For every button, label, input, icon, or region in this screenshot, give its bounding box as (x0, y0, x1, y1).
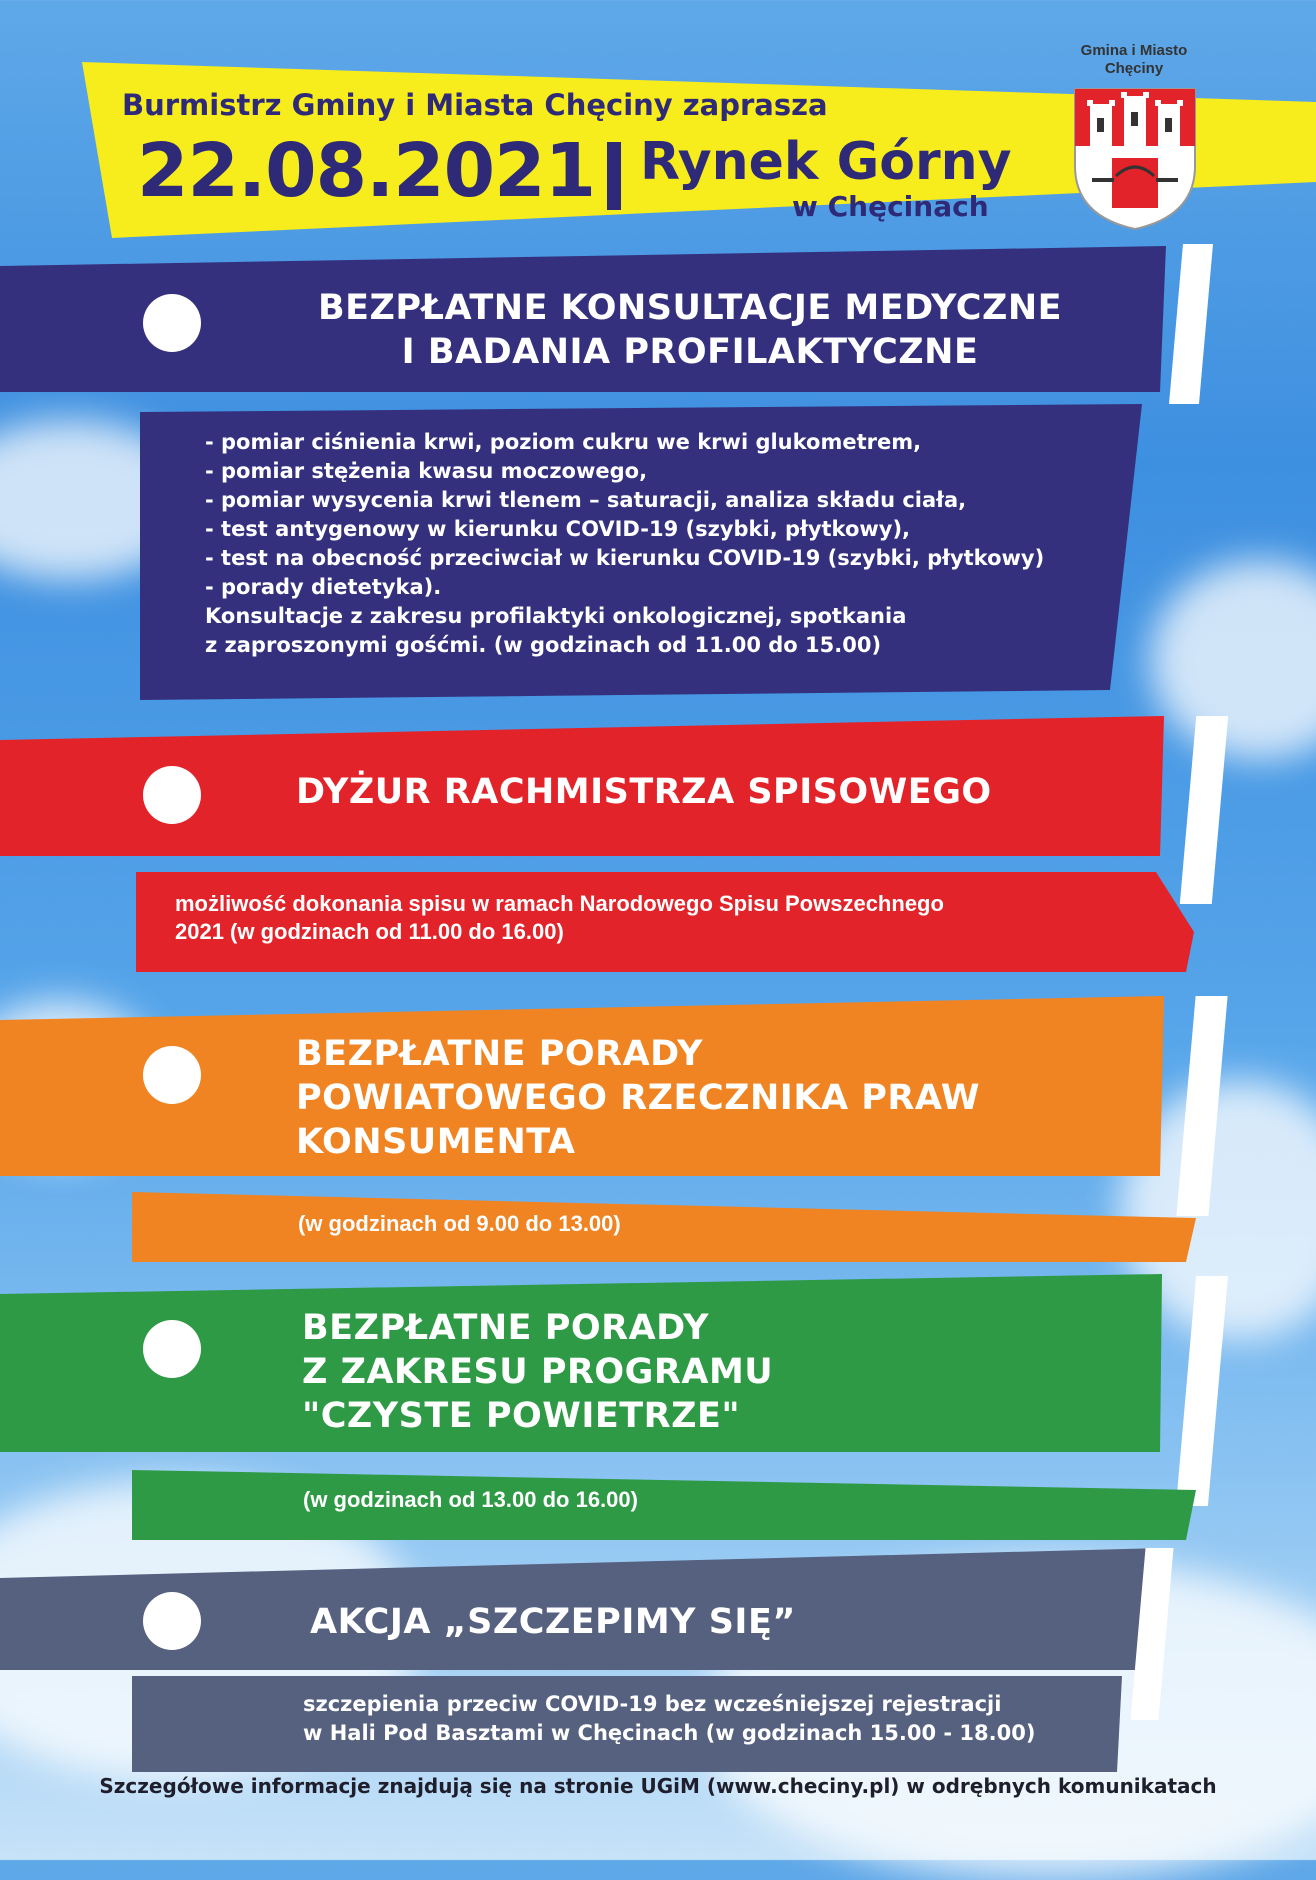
section-heading: BEZPŁATNE PORADY Z ZAKRESU PROGRAMU "CZYSTE POWIETRZE" (302, 1308, 774, 1436)
bullet-dot (143, 1046, 201, 1104)
section-heading: BEZPŁATNE PORADY POWIATOWEGO RZECZNIKA PRAW KONSUMENTA (296, 1034, 980, 1162)
section-details: szczepienia przeciw COVID-19 bez wcześniejszej rejestracji w Hali Pod Basztami w Chęcinach (w godzinach 15.00 - 18.00) (303, 1692, 1036, 1745)
bullet-dot (143, 1320, 201, 1378)
section-details: (w godzinach od 13.00 do 16.00) (303, 1487, 638, 1512)
section-consumer-details (132, 1192, 1196, 1262)
decor-stripe (1169, 244, 1213, 404)
crest-caption: Gmina i Miasto Chęciny (1080, 42, 1188, 77)
bullet-dot (143, 1592, 201, 1650)
event-place-sub: w Chęcinach (792, 190, 989, 223)
footer-note: Szczegółowe informacje znajdują się na stronie UGiM (www.checiny.pl) w odrębnych komunikatach (99, 1774, 1217, 1798)
coat-of-arms-icon (1072, 86, 1198, 232)
section-heading: DYŻUR RACHMISTRZA SPISOWEGO (296, 772, 992, 812)
section-details: możliwość dokonania spisu w ramach Narodowego Spisu Powszechnego 2021 (w godzinach od 11.00 do 16.00) (175, 891, 944, 944)
section-heading: AKCJA „SZCZEPIMY SIĘ” (310, 1602, 796, 1642)
section-heading: BEZPŁATNE KONSULTACJE MEDYCZNE I BADANIA PROFILAKTYCZNE (317, 288, 1063, 372)
section-details: (w godzinach od 9.00 do 13.00) (298, 1211, 621, 1236)
invite-text: Burmistrz Gminy i Miasta Chęciny zaprasza (122, 88, 828, 122)
event-date: 22.08.2021 (137, 128, 596, 214)
section-details: - pomiar ciśnienia krwi, poziom cukru we krwi glukometrem, - pomiar stężenia kwasu moczowego, - pomiar wysycenia krwi tlenem – saturacji, analiza składu ciała, - test antygenowy w kierunku COVID-19 (szybki, płytkowy), - test na obecność przeciwciał w kierunku COVID-19 (szybki, płytkowy) - porady dietetyka). Konsultacje z zakresu profilaktyki onkologicznej, spotkania z zaproszonymi gośćmi. (w godzinach od 11.00 do 15.00) (205, 430, 1045, 657)
cloud (1150, 560, 1316, 760)
bullet-dot (143, 766, 201, 824)
section-clean-air-details (132, 1470, 1196, 1540)
bullet-dot (143, 294, 201, 352)
event-place: Rynek Górny (640, 132, 1012, 192)
header-divider (607, 142, 621, 210)
